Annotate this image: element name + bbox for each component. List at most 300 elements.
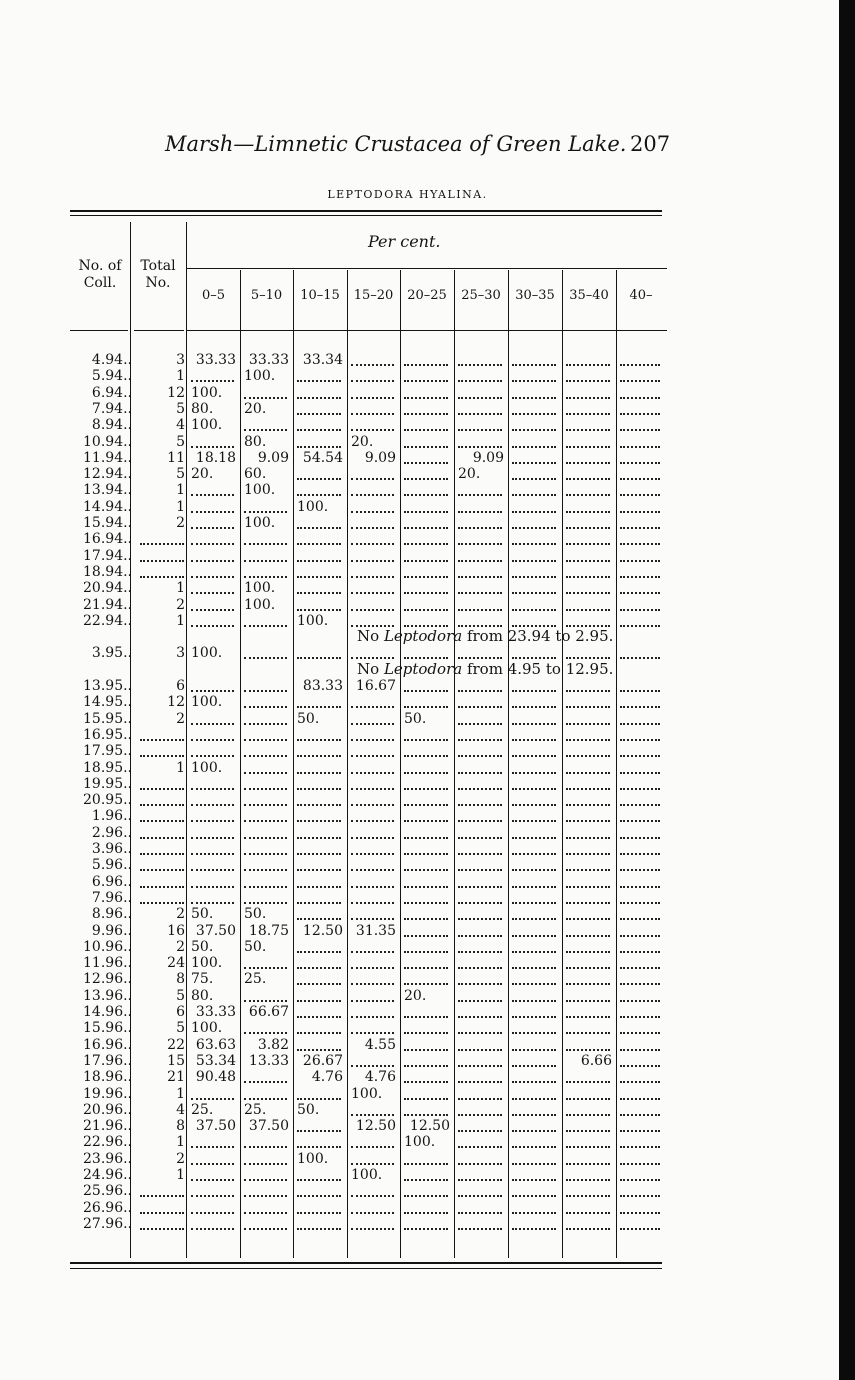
leader-dots bbox=[566, 901, 610, 904]
table-row bbox=[0, 401, 855, 417]
leader-dots bbox=[512, 787, 556, 790]
leader-dots bbox=[620, 689, 660, 692]
range-header: 40– bbox=[629, 288, 653, 303]
leader-dots bbox=[620, 917, 660, 920]
leader-dots bbox=[244, 754, 287, 757]
leader-dots bbox=[297, 1227, 341, 1230]
leader-dots bbox=[620, 461, 660, 464]
percent-value: 12.50 bbox=[409, 1118, 450, 1135]
leader-dots bbox=[351, 1145, 394, 1148]
leader-dots bbox=[458, 771, 502, 774]
leader-dots bbox=[297, 999, 341, 1002]
percent-value: 100. bbox=[191, 384, 223, 401]
leader-dots bbox=[566, 885, 610, 888]
leader-dots bbox=[512, 934, 556, 937]
leader-dots bbox=[512, 917, 556, 920]
leader-dots bbox=[351, 885, 394, 888]
leader-dots bbox=[458, 803, 502, 806]
table-row bbox=[0, 906, 855, 922]
header-underline bbox=[70, 330, 128, 331]
leader-dots bbox=[244, 510, 287, 513]
leader-dots bbox=[512, 526, 556, 529]
table-row bbox=[0, 923, 855, 939]
leader-dots bbox=[191, 836, 234, 839]
coll-date: 19.95.. bbox=[83, 775, 132, 792]
leader-dots bbox=[566, 542, 610, 545]
leader-dots bbox=[404, 542, 448, 545]
leader-dots bbox=[351, 999, 394, 1002]
percent-value: 4.55 bbox=[364, 1036, 396, 1053]
leader-dots bbox=[351, 705, 394, 708]
total-count: 5 bbox=[176, 400, 185, 417]
leader-dots bbox=[404, 819, 448, 822]
leader-dots bbox=[620, 1129, 660, 1132]
total-count: 12 bbox=[167, 694, 185, 711]
percent-value: 20. bbox=[244, 400, 267, 417]
total-count: 5 bbox=[176, 987, 185, 1004]
table-row bbox=[0, 1134, 855, 1150]
leader-dots bbox=[140, 836, 184, 839]
table-row bbox=[0, 1004, 855, 1020]
leader-dots bbox=[566, 1145, 610, 1148]
total-count: 1 bbox=[176, 612, 185, 629]
leader-dots bbox=[458, 1129, 502, 1132]
leader-dots bbox=[512, 1145, 556, 1148]
leader-dots bbox=[512, 445, 556, 448]
total-count: 15 bbox=[167, 1052, 185, 1069]
leader-dots bbox=[512, 477, 556, 480]
total-count: 1 bbox=[176, 498, 185, 515]
leader-dots bbox=[620, 542, 660, 545]
leader-dots bbox=[351, 1211, 394, 1214]
coll-date: 21.96.. bbox=[83, 1118, 132, 1135]
coll-date: 13.95.. bbox=[83, 678, 132, 694]
table-row bbox=[0, 466, 855, 482]
leader-dots bbox=[620, 738, 660, 741]
table-row bbox=[0, 857, 855, 873]
table-row bbox=[0, 417, 855, 433]
leader-dots bbox=[244, 1178, 287, 1181]
percent-value: 100. bbox=[244, 596, 276, 613]
leader-dots bbox=[458, 787, 502, 790]
leader-dots bbox=[566, 412, 610, 415]
table-row bbox=[0, 499, 855, 515]
total-count: 1 bbox=[176, 1134, 185, 1151]
leader-dots bbox=[458, 705, 502, 708]
percent-value: 25. bbox=[244, 1101, 267, 1118]
leader-dots bbox=[244, 868, 287, 871]
coll-date: 7.94.. bbox=[91, 400, 132, 417]
total-count: 4 bbox=[176, 1101, 185, 1118]
leader-dots bbox=[404, 1031, 448, 1034]
leader-dots bbox=[566, 1015, 610, 1018]
total-count: 5 bbox=[176, 433, 185, 450]
leader-dots bbox=[244, 787, 287, 790]
leader-dots bbox=[458, 1194, 502, 1197]
coll-date: 9.96.. bbox=[91, 922, 132, 939]
percent-value: 90.48 bbox=[195, 1069, 236, 1086]
leader-dots bbox=[244, 966, 287, 969]
leader-dots bbox=[620, 493, 660, 496]
leader-dots bbox=[244, 1145, 287, 1148]
leader-dots bbox=[566, 363, 610, 366]
leader-dots bbox=[244, 803, 287, 806]
leader-dots bbox=[566, 738, 610, 741]
total-count: 2 bbox=[176, 1150, 185, 1167]
leader-dots bbox=[620, 624, 660, 627]
leader-dots bbox=[512, 1031, 556, 1034]
leader-dots bbox=[297, 559, 341, 562]
leader-dots bbox=[566, 689, 610, 692]
leader-dots bbox=[404, 852, 448, 855]
leader-dots bbox=[512, 885, 556, 888]
percent-value: 33.34 bbox=[302, 352, 343, 368]
leader-dots bbox=[620, 1080, 660, 1083]
percent-value: 100. bbox=[297, 498, 329, 515]
percent-value: 12.50 bbox=[302, 922, 343, 939]
leader-dots bbox=[512, 412, 556, 415]
percent-value: 100. bbox=[297, 1150, 329, 1167]
table-row bbox=[0, 1151, 855, 1167]
leader-dots bbox=[620, 803, 660, 806]
leader-dots bbox=[297, 1048, 341, 1051]
leader-dots bbox=[140, 559, 184, 562]
leader-dots bbox=[566, 1178, 610, 1181]
leader-dots bbox=[191, 738, 234, 741]
leader-dots bbox=[458, 591, 502, 594]
percent-value: 33.33 bbox=[195, 352, 236, 368]
total-count: 16 bbox=[167, 922, 185, 939]
leader-dots bbox=[512, 379, 556, 382]
table-row bbox=[0, 808, 855, 824]
leader-dots bbox=[458, 1145, 502, 1148]
leader-dots bbox=[458, 1113, 502, 1116]
leader-dots bbox=[140, 542, 184, 545]
leader-dots bbox=[351, 559, 394, 562]
table-row bbox=[0, 1183, 855, 1199]
leader-dots bbox=[458, 868, 502, 871]
table-row bbox=[0, 1200, 855, 1216]
leader-dots bbox=[512, 1129, 556, 1132]
leader-dots bbox=[351, 1227, 394, 1230]
header-underline bbox=[187, 330, 667, 331]
leader-dots bbox=[191, 868, 234, 871]
percent-value: 83.33 bbox=[302, 678, 343, 694]
percent-value: 100. bbox=[191, 759, 223, 776]
leader-dots bbox=[191, 819, 234, 822]
leader-dots bbox=[458, 1211, 502, 1214]
leader-dots bbox=[620, 1211, 660, 1214]
leader-dots bbox=[297, 1015, 341, 1018]
leader-dots bbox=[458, 999, 502, 1002]
leader-dots bbox=[297, 1178, 341, 1181]
percent-value: 6.66 bbox=[580, 1052, 612, 1069]
coll-date: 14.96.. bbox=[83, 1004, 132, 1020]
leader-dots bbox=[566, 999, 610, 1002]
coll-date: 16.95.. bbox=[83, 726, 132, 743]
leader-dots bbox=[512, 982, 556, 985]
table-row bbox=[0, 434, 855, 450]
leader-dots bbox=[297, 771, 341, 774]
coll-date: 12.96.. bbox=[83, 971, 132, 988]
leader-dots bbox=[191, 852, 234, 855]
leader-dots bbox=[244, 1080, 287, 1083]
leader-dots bbox=[297, 901, 341, 904]
leader-dots bbox=[191, 624, 234, 627]
leader-dots bbox=[512, 1227, 556, 1230]
leader-dots bbox=[191, 591, 234, 594]
total-count: 1 bbox=[176, 759, 185, 776]
leader-dots bbox=[140, 1227, 184, 1230]
leader-dots bbox=[512, 803, 556, 806]
leader-dots bbox=[191, 1178, 234, 1181]
leader-dots bbox=[244, 836, 287, 839]
table-row bbox=[0, 515, 855, 531]
total-count: 1 bbox=[176, 1085, 185, 1102]
leader-dots bbox=[566, 559, 610, 562]
coll-date: 11.96.. bbox=[83, 955, 132, 972]
leader-dots bbox=[404, 901, 448, 904]
leader-dots bbox=[404, 982, 448, 985]
leader-dots bbox=[566, 1113, 610, 1116]
leader-dots bbox=[404, 787, 448, 790]
percent-value: 100. bbox=[191, 645, 223, 662]
leader-dots bbox=[297, 575, 341, 578]
leader-dots bbox=[512, 575, 556, 578]
coll-date: 26.96.. bbox=[83, 1199, 132, 1216]
leader-dots bbox=[404, 1064, 448, 1067]
leader-dots bbox=[512, 1162, 556, 1165]
coll-date: 1.96.. bbox=[91, 808, 132, 825]
total-count: 12 bbox=[167, 384, 185, 401]
leader-dots bbox=[566, 379, 610, 382]
coll-date: 6.94.. bbox=[91, 384, 132, 401]
leader-dots bbox=[297, 412, 341, 415]
leader-dots bbox=[191, 1162, 234, 1165]
leader-dots bbox=[620, 608, 660, 611]
percent-value: 53.34 bbox=[195, 1052, 236, 1069]
coll-date: 22.94.. bbox=[83, 612, 132, 629]
leader-dots bbox=[512, 1015, 556, 1018]
percent-value: 37.50 bbox=[195, 1118, 236, 1135]
percent-value: 63.63 bbox=[195, 1036, 236, 1053]
table-row bbox=[0, 597, 855, 613]
coll-date: 6.96.. bbox=[91, 873, 132, 890]
leader-dots bbox=[351, 1194, 394, 1197]
leader-dots bbox=[140, 575, 184, 578]
leader-dots bbox=[620, 477, 660, 480]
leader-dots bbox=[351, 363, 394, 366]
leader-dots bbox=[244, 852, 287, 855]
leader-dots bbox=[620, 868, 660, 871]
percent-value: 4.76 bbox=[311, 1069, 343, 1086]
leader-dots bbox=[566, 1227, 610, 1230]
leader-dots bbox=[512, 868, 556, 871]
total-count: 6 bbox=[176, 678, 185, 694]
leader-dots bbox=[566, 705, 610, 708]
coll-date: 2.96.. bbox=[91, 824, 132, 841]
leader-dots bbox=[458, 738, 502, 741]
leader-dots bbox=[191, 575, 234, 578]
leader-dots bbox=[404, 396, 448, 399]
table-row bbox=[0, 988, 855, 1004]
leader-dots bbox=[244, 1194, 287, 1197]
percent-value: 66.67 bbox=[248, 1004, 289, 1020]
leader-dots bbox=[566, 852, 610, 855]
leader-dots bbox=[404, 559, 448, 562]
leader-dots bbox=[512, 1080, 556, 1083]
leader-dots bbox=[620, 396, 660, 399]
leader-dots bbox=[620, 656, 660, 659]
leader-dots bbox=[404, 608, 448, 611]
leader-dots bbox=[191, 493, 234, 496]
leader-dots bbox=[620, 363, 660, 366]
percent-value: 100. bbox=[244, 580, 276, 597]
coll-date: 17.96.. bbox=[83, 1052, 132, 1069]
leader-dots bbox=[191, 754, 234, 757]
percent-value: 37.50 bbox=[248, 1118, 289, 1135]
percent-value: 20. bbox=[458, 466, 481, 483]
leader-dots bbox=[512, 608, 556, 611]
percent-value: 100. bbox=[244, 482, 276, 499]
coll-date: 8.96.. bbox=[91, 906, 132, 923]
coll-date: 22.96.. bbox=[83, 1134, 132, 1151]
leader-dots bbox=[297, 950, 341, 953]
leader-dots bbox=[297, 1031, 341, 1034]
leader-dots bbox=[351, 950, 394, 953]
leader-dots bbox=[566, 771, 610, 774]
percent-value: 100. bbox=[351, 1085, 383, 1102]
total-count: 11 bbox=[167, 449, 185, 466]
leader-dots bbox=[244, 722, 287, 725]
leader-dots bbox=[351, 412, 394, 415]
leader-dots bbox=[566, 445, 610, 448]
leader-dots bbox=[512, 836, 556, 839]
range-header: 5–10 bbox=[250, 288, 283, 303]
leader-dots bbox=[566, 1129, 610, 1132]
leader-dots bbox=[297, 1145, 341, 1148]
leader-dots bbox=[458, 1097, 502, 1100]
header-total: Total No. bbox=[140, 258, 176, 291]
table-row bbox=[0, 385, 855, 401]
table-row bbox=[0, 971, 855, 987]
leader-dots bbox=[191, 1194, 234, 1197]
leader-dots bbox=[512, 493, 556, 496]
leader-dots bbox=[404, 575, 448, 578]
leader-dots bbox=[566, 950, 610, 953]
leader-dots bbox=[458, 445, 502, 448]
total-count: 2 bbox=[176, 710, 185, 727]
leader-dots bbox=[191, 689, 234, 692]
coll-date: 13.94.. bbox=[83, 482, 132, 499]
leader-dots bbox=[458, 934, 502, 937]
total-count: 3 bbox=[176, 645, 185, 662]
leader-dots bbox=[566, 493, 610, 496]
table-row bbox=[0, 1216, 855, 1232]
leader-dots bbox=[351, 787, 394, 790]
leader-dots bbox=[297, 868, 341, 871]
leader-dots bbox=[566, 477, 610, 480]
leader-dots bbox=[191, 901, 234, 904]
leader-dots bbox=[566, 934, 610, 937]
leader-dots bbox=[404, 445, 448, 448]
coll-date: 5.96.. bbox=[91, 857, 132, 874]
leader-dots bbox=[566, 526, 610, 529]
table-row bbox=[0, 743, 855, 759]
leader-dots bbox=[297, 1194, 341, 1197]
table-row bbox=[0, 760, 855, 776]
leader-dots bbox=[404, 689, 448, 692]
leader-dots bbox=[244, 542, 287, 545]
leader-dots bbox=[351, 493, 394, 496]
total-count: 1 bbox=[176, 368, 185, 385]
percent-value: 100. bbox=[191, 417, 223, 434]
leader-dots bbox=[404, 738, 448, 741]
leader-dots bbox=[404, 771, 448, 774]
leader-dots bbox=[404, 705, 448, 708]
leader-dots bbox=[620, 1113, 660, 1116]
leader-dots bbox=[458, 1015, 502, 1018]
table-row bbox=[0, 564, 855, 580]
leader-dots bbox=[244, 689, 287, 692]
leader-dots bbox=[620, 787, 660, 790]
coll-date: 18.95.. bbox=[83, 759, 132, 776]
leader-dots bbox=[297, 526, 341, 529]
leader-dots bbox=[351, 1031, 394, 1034]
leader-dots bbox=[351, 836, 394, 839]
table-row bbox=[0, 678, 855, 694]
total-count: 24 bbox=[167, 955, 185, 972]
leader-dots bbox=[458, 526, 502, 529]
leader-dots bbox=[458, 412, 502, 415]
total-count: 1 bbox=[176, 1167, 185, 1183]
range-header: 25–30 bbox=[461, 288, 501, 303]
leader-dots bbox=[351, 819, 394, 822]
leader-dots bbox=[512, 852, 556, 855]
leader-dots bbox=[244, 656, 287, 659]
coll-date: 15.94.. bbox=[83, 515, 132, 531]
table-row bbox=[0, 580, 855, 596]
total-count: 22 bbox=[167, 1036, 185, 1053]
leader-dots bbox=[458, 510, 502, 513]
leader-dots bbox=[404, 379, 448, 382]
percent-value: 18.75 bbox=[248, 922, 289, 939]
leader-dots bbox=[512, 966, 556, 969]
coll-date: 5.94.. bbox=[91, 368, 132, 385]
leader-dots bbox=[512, 1097, 556, 1100]
leader-dots bbox=[620, 885, 660, 888]
leader-dots bbox=[458, 901, 502, 904]
leader-dots bbox=[191, 608, 234, 611]
leader-dots bbox=[244, 559, 287, 562]
leader-dots bbox=[404, 363, 448, 366]
page-number: 207 bbox=[630, 132, 671, 156]
coll-date: 18.94.. bbox=[83, 563, 132, 580]
coll-date: 13.96.. bbox=[83, 987, 132, 1004]
leader-dots bbox=[351, 591, 394, 594]
table-title: LEPTODORA HYALINA. bbox=[327, 188, 488, 201]
leader-dots bbox=[512, 1113, 556, 1116]
leader-dots bbox=[512, 950, 556, 953]
leader-dots bbox=[191, 722, 234, 725]
leader-dots bbox=[620, 559, 660, 562]
percent-value: 50. bbox=[297, 710, 320, 727]
leader-dots bbox=[351, 379, 394, 382]
percent-value: 50. bbox=[297, 1101, 320, 1118]
leader-dots bbox=[566, 591, 610, 594]
total-count: 2 bbox=[176, 596, 185, 613]
leader-dots bbox=[297, 542, 341, 545]
